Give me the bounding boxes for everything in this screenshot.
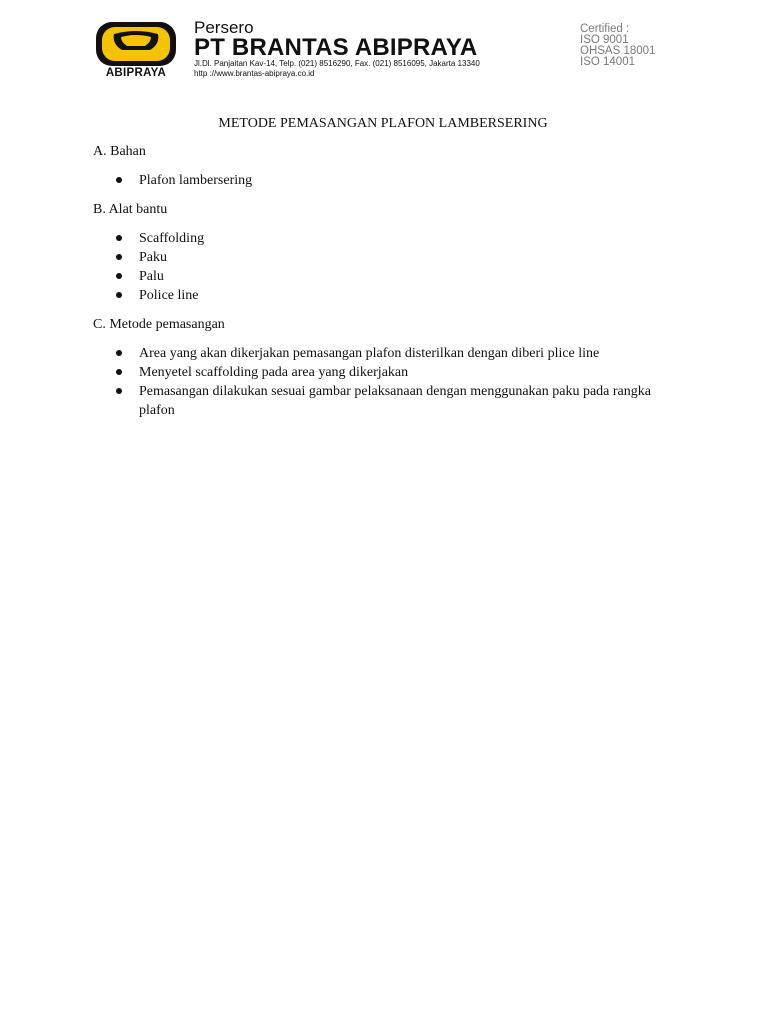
alat-bantu-list	[93, 229, 673, 305]
cert-label: Certified :	[580, 23, 630, 35]
bullet-icon	[116, 369, 122, 375]
list-item	[93, 267, 673, 286]
list-item	[93, 382, 673, 420]
bullet-icon	[116, 273, 122, 279]
section-heading-metode: C. Metode pemasangan	[93, 317, 225, 332]
document-body	[93, 114, 673, 430]
cert-ohsas-18001: OHSAS 18001	[580, 45, 656, 57]
list-item-text: Pemasangan dilakukan sesuai gambar pelaksanaan dengan menggunakan paku pada rangka plafon	[139, 384, 651, 418]
bullet-icon	[116, 177, 122, 183]
company-type: Persero	[194, 18, 254, 37]
bullet-icon	[116, 350, 122, 356]
list-item	[93, 171, 673, 190]
list-item	[93, 344, 673, 363]
abipraya-logo-icon	[94, 20, 178, 68]
list-item-text: Palu	[139, 269, 164, 284]
bullet-icon	[116, 235, 122, 241]
list-item-text: Paku	[139, 250, 167, 265]
letterhead	[94, 18, 674, 82]
metode-list	[93, 344, 673, 420]
cert-iso-9001: ISO 9001	[580, 34, 629, 46]
company-name: PT BRANTAS ABIPRAYA	[194, 34, 478, 61]
list-item-text: Plafon lambersering	[139, 173, 253, 188]
certification-list	[580, 24, 655, 68]
list-item-text: Menyetel scaffolding pada area yang dikerjakan	[139, 365, 409, 380]
bullet-icon	[116, 292, 122, 298]
list-item-text: Area yang akan dikerjakan pemasangan plafon disterilkan dengan diberi plice line	[139, 346, 600, 361]
document-title: METODE PEMASANGAN PLAFON LAMBERSERING	[218, 116, 548, 131]
company-logo	[94, 20, 178, 82]
logo-wordmark: ABIPRAYA	[105, 67, 167, 79]
bullet-icon	[116, 388, 122, 394]
list-item-text: Scaffolding	[139, 231, 205, 246]
list-item	[93, 229, 673, 248]
company-address: Jl.Dl. Panjaitan Kav-14, Telp. (021) 8516290, Fax. (021) 8516095, Jakarta 13340	[194, 59, 480, 68]
list-item	[93, 248, 673, 267]
cert-iso-14001: ISO 14001	[580, 56, 635, 68]
list-item	[93, 363, 673, 382]
list-item	[93, 286, 673, 305]
bahan-list	[93, 171, 673, 190]
section-heading-bahan: A. Bahan	[93, 144, 146, 159]
list-item-text: Police line	[139, 288, 199, 303]
bullet-icon	[116, 254, 122, 260]
section-heading-alat-bantu: B. Alat bantu	[93, 202, 168, 217]
company-website: http ://www.brantas-abipraya.co.id	[194, 69, 315, 78]
